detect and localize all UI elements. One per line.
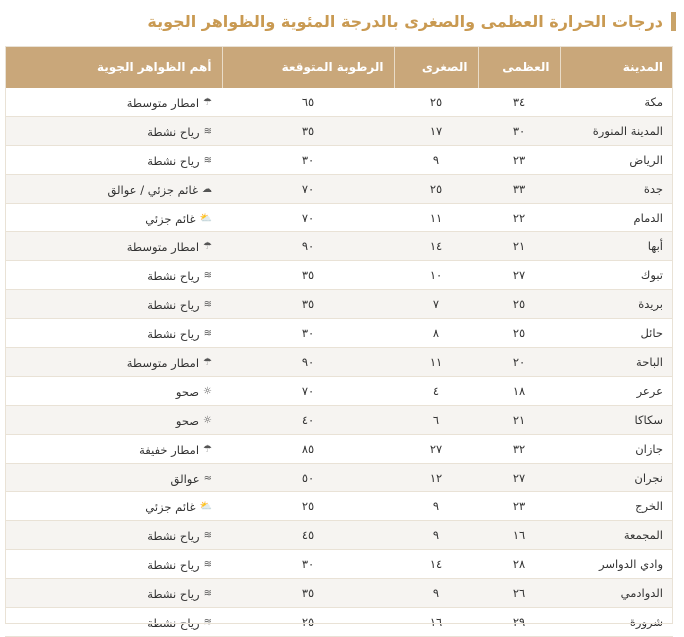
min-temp-cell: ٢٥ — [394, 88, 478, 116]
min-temp-cell: ٦ — [394, 405, 478, 434]
city-cell: تبوك — [560, 261, 673, 290]
city-cell: الرياض — [560, 145, 673, 174]
weather-phenomenon — [147, 587, 212, 601]
weather-label: رياح نشطة — [147, 587, 200, 602]
city-cell: وادي الدواسر — [560, 550, 673, 579]
weather-phenomenon — [139, 443, 212, 457]
city-cell: الدوادمي — [560, 579, 673, 608]
table-row — [5, 261, 673, 290]
humidity-cell: ٩٠ — [222, 348, 394, 377]
table-row — [5, 203, 673, 232]
wind-icon: ≋ — [203, 299, 212, 311]
city-cell: مكة — [560, 88, 673, 116]
weather-cell — [5, 521, 222, 550]
min-temp-cell: ٨ — [394, 319, 478, 348]
wind-icon: ≋ — [203, 328, 212, 340]
min-temp-cell: ١٦ — [394, 608, 478, 637]
weather-cell — [5, 88, 222, 116]
wind-icon: ≋ — [203, 125, 212, 137]
city-cell: شرورة — [560, 608, 673, 637]
weather-phenomenon — [145, 500, 212, 514]
weather-label: امطار متوسطة — [126, 240, 200, 255]
min-temp-cell: ١٢ — [394, 463, 478, 492]
table-row — [5, 608, 673, 637]
weather-label: غائم جزئي / عوالق — [107, 182, 198, 197]
min-temp-cell: ٢٥ — [394, 174, 478, 203]
min-temp-cell: ٩ — [394, 145, 478, 174]
weather-cell — [5, 290, 222, 319]
table-row — [5, 174, 673, 203]
weather-phenomenon — [127, 96, 212, 110]
min-temp-cell: ٩ — [394, 521, 478, 550]
header-humidity: الرطوبة المتوقعة — [222, 46, 394, 88]
city-cell: سكاكا — [560, 405, 673, 434]
weather-phenomenon — [171, 472, 212, 486]
weather-phenomenon — [147, 529, 212, 543]
humidity-cell: ٣٠ — [222, 550, 394, 579]
max-temp-cell: ٢٣ — [478, 492, 560, 521]
max-temp-cell: ٣٤ — [478, 88, 560, 116]
weather-cell — [5, 145, 222, 174]
header-max: العظمى — [478, 46, 560, 88]
header-phenomena: أهم الظواهر الجوية — [5, 46, 222, 88]
max-temp-cell: ٢٦ — [478, 579, 560, 608]
city-cell: بريدة — [560, 290, 673, 319]
humidity-cell: ٥٠ — [222, 463, 394, 492]
rain-icon: ☂ — [203, 241, 212, 253]
table-row — [5, 116, 673, 145]
weather-label: امطار متوسطة — [126, 355, 200, 370]
city-cell: الدمام — [560, 203, 673, 232]
weather-label: امطار متوسطة — [126, 95, 200, 110]
city-cell: جازان — [560, 434, 673, 463]
weather-cell — [5, 348, 222, 377]
weather-phenomenon — [147, 298, 212, 312]
table-row — [5, 463, 673, 492]
weather-cell — [5, 174, 222, 203]
humidity-cell: ٤٥ — [222, 521, 394, 550]
weather-phenomenon — [127, 356, 212, 370]
min-temp-cell: ٢٧ — [394, 434, 478, 463]
wind-icon: ≋ — [203, 588, 212, 600]
weather-label: غائم جزئي — [145, 500, 196, 515]
city-cell: الباحة — [560, 348, 673, 377]
max-temp-cell: ٢٨ — [478, 550, 560, 579]
table-row — [5, 145, 673, 174]
weather-cell — [5, 261, 222, 290]
table-row — [5, 290, 673, 319]
weather-phenomenon — [147, 125, 212, 139]
min-temp-cell: ٧ — [394, 290, 478, 319]
max-temp-cell: ٢٧ — [478, 261, 560, 290]
table-row — [5, 88, 673, 116]
max-temp-cell: ٢٠ — [478, 348, 560, 377]
min-temp-cell: ١١ — [394, 348, 478, 377]
humidity-cell: ٣٥ — [222, 116, 394, 145]
header-min: الصغرى — [394, 46, 478, 88]
weather-phenomenon — [147, 154, 212, 168]
city-cell: أبها — [560, 232, 673, 261]
weather-cell — [5, 319, 222, 348]
weather-cell — [5, 608, 222, 637]
humidity-cell: ٣٥ — [222, 261, 394, 290]
weather-label: رياح نشطة — [147, 269, 200, 284]
weather-phenomenon — [176, 385, 212, 399]
rain-icon: ☂ — [203, 356, 212, 368]
max-temp-cell: ٣٠ — [478, 116, 560, 145]
min-temp-cell: ١٤ — [394, 550, 478, 579]
weather-cell — [5, 405, 222, 434]
weather-label: عوالق — [170, 471, 200, 486]
page-header — [8, 6, 676, 36]
sun-icon: ☼ — [203, 385, 212, 397]
table-row — [5, 319, 673, 348]
city-cell: حائل — [560, 319, 673, 348]
humidity-cell: ٢٥ — [222, 492, 394, 521]
weather-cell — [5, 376, 222, 405]
weather-label: امطار خفيفة — [139, 442, 200, 457]
table-row — [5, 521, 673, 550]
humidity-cell: ٣٠ — [222, 145, 394, 174]
rain-icon: ☂ — [203, 443, 212, 455]
weather-cell — [5, 232, 222, 261]
table-row — [5, 550, 673, 579]
humidity-cell: ٣٥ — [222, 290, 394, 319]
title-accent-bar — [671, 12, 676, 31]
table-body — [5, 88, 673, 636]
haze-cloud-icon: ☁ — [202, 183, 212, 195]
table-row — [5, 434, 673, 463]
weather-cell — [5, 116, 222, 145]
weather-phenomenon — [107, 183, 212, 197]
min-temp-cell: ١١ — [394, 203, 478, 232]
humidity-cell: ٧٠ — [222, 174, 394, 203]
max-temp-cell: ٢٥ — [478, 290, 560, 319]
weather-cell — [5, 492, 222, 521]
min-temp-cell: ٩ — [394, 492, 478, 521]
weather-label: رياح نشطة — [147, 153, 200, 168]
wind-icon: ≋ — [203, 530, 212, 542]
weather-cell — [5, 579, 222, 608]
table-row — [5, 492, 673, 521]
weather-cell — [5, 550, 222, 579]
partly-cloudy-icon: ⛅ — [199, 501, 212, 513]
min-temp-cell: ١٤ — [394, 232, 478, 261]
wind-icon: ≋ — [203, 616, 212, 628]
table-row — [5, 348, 673, 377]
weather-label: رياح نشطة — [147, 615, 200, 630]
city-cell: نجران — [560, 463, 673, 492]
max-temp-cell: ٢١ — [478, 232, 560, 261]
wind-icon: ≋ — [203, 270, 212, 282]
weather-label: غائم جزئي — [145, 211, 196, 226]
table-row — [5, 232, 673, 261]
humidity-cell: ٩٠ — [222, 232, 394, 261]
humidity-cell: ٧٠ — [222, 203, 394, 232]
weather-phenomenon — [145, 212, 212, 226]
city-cell: المجمعة — [560, 521, 673, 550]
max-temp-cell: ٢٧ — [478, 463, 560, 492]
max-temp-cell: ٣٢ — [478, 434, 560, 463]
table-row — [5, 405, 673, 434]
weather-phenomenon — [176, 414, 212, 428]
weather-label: رياح نشطة — [147, 327, 200, 342]
page-title: درجات الحرارة العظمى والصغرى بالدرجة المئوية والظواهر الجوية — [147, 11, 663, 31]
wind-icon: ≋ — [203, 154, 212, 166]
rain-icon: ☂ — [203, 96, 212, 108]
min-temp-cell: ٤ — [394, 376, 478, 405]
weather-cell — [5, 203, 222, 232]
weather-phenomenon — [147, 616, 212, 630]
weather-phenomenon — [147, 269, 212, 283]
min-temp-cell: ٩ — [394, 579, 478, 608]
weather-phenomenon — [147, 558, 212, 572]
humidity-cell: ٤٠ — [222, 405, 394, 434]
weather-cell — [5, 434, 222, 463]
min-temp-cell: ١٧ — [394, 116, 478, 145]
weather-label: صحو — [175, 384, 200, 399]
weather-label: صحو — [175, 413, 200, 428]
max-temp-cell: ٢١ — [478, 405, 560, 434]
wind-icon: ≋ — [203, 559, 212, 571]
sun-icon: ☼ — [203, 414, 212, 426]
city-cell: عرعر — [560, 376, 673, 405]
humidity-cell: ٣٠ — [222, 319, 394, 348]
weather-label: رياح نشطة — [147, 529, 200, 544]
table-header-row — [5, 46, 673, 88]
weather-phenomenon — [127, 240, 212, 254]
city-cell: الخرج — [560, 492, 673, 521]
city-cell: جدة — [560, 174, 673, 203]
table-row — [5, 579, 673, 608]
header-city: المدينة — [560, 46, 673, 88]
max-temp-cell: ٢٥ — [478, 319, 560, 348]
humidity-cell: ٨٥ — [222, 434, 394, 463]
city-cell: المدينة المنورة — [560, 116, 673, 145]
max-temp-cell: ١٦ — [478, 521, 560, 550]
haze-icon: ≈ — [203, 472, 212, 484]
weather-table — [5, 46, 673, 637]
max-temp-cell: ٢٢ — [478, 203, 560, 232]
humidity-cell: ٢٥ — [222, 608, 394, 637]
weather-label: رياح نشطة — [147, 298, 200, 313]
weather-phenomenon — [147, 327, 212, 341]
max-temp-cell: ٢٩ — [478, 608, 560, 637]
humidity-cell: ٦٥ — [222, 88, 394, 116]
weather-label: رياح نشطة — [147, 124, 200, 139]
weather-label: رياح نشطة — [147, 558, 200, 573]
weather-cell — [5, 463, 222, 492]
table-row — [5, 376, 673, 405]
min-temp-cell: ١٠ — [394, 261, 478, 290]
humidity-cell: ٧٠ — [222, 376, 394, 405]
humidity-cell: ٣٥ — [222, 579, 394, 608]
max-temp-cell: ١٨ — [478, 376, 560, 405]
partly-cloudy-icon: ⛅ — [199, 212, 212, 224]
max-temp-cell: ٢٣ — [478, 145, 560, 174]
max-temp-cell: ٣٣ — [478, 174, 560, 203]
